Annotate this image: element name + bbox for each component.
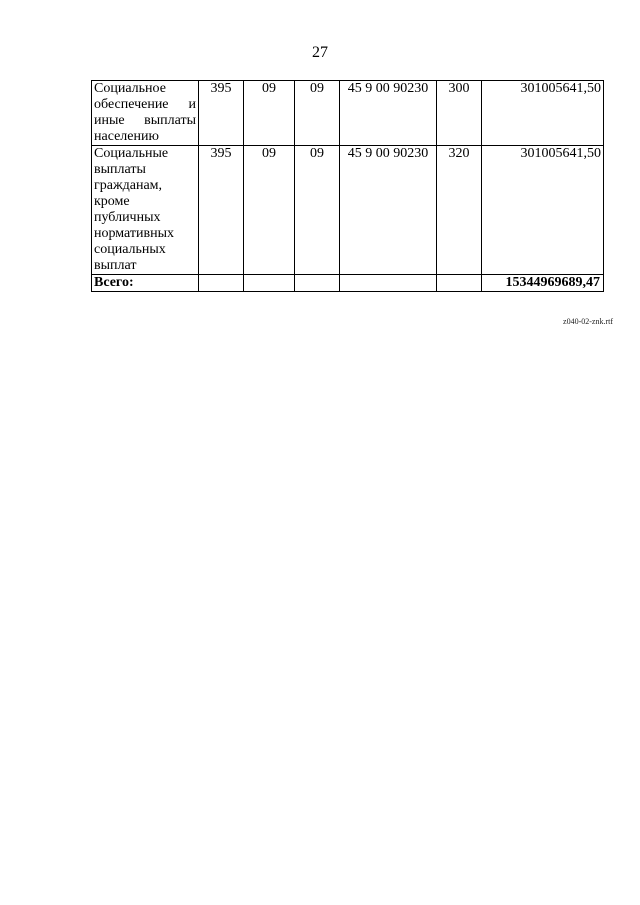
total-label: Всего: [92, 275, 199, 292]
row-name: Социальное обеспечение и иные выплаты населению [92, 81, 199, 146]
ministry-code: 395 [199, 146, 244, 275]
amount-cell: 301005641,50 [482, 81, 604, 146]
table-row [92, 81, 604, 146]
document-code: z040-02-znk.rtf [563, 317, 613, 326]
table-row [92, 146, 604, 275]
target-article-code: 45 9 00 90230 [340, 146, 437, 275]
budget-table [91, 80, 604, 292]
empty-cell [437, 275, 482, 292]
expense-type-code: 320 [437, 146, 482, 275]
amount-cell: 301005641,50 [482, 146, 604, 275]
section-code: 09 [244, 146, 295, 275]
empty-cell [340, 275, 437, 292]
empty-cell [295, 275, 340, 292]
target-article-code: 45 9 00 90230 [340, 81, 437, 146]
page-number: 27 [312, 44, 328, 61]
total-row [92, 275, 604, 292]
subsection-code: 09 [295, 81, 340, 146]
ministry-code: 395 [199, 81, 244, 146]
section-code: 09 [244, 81, 295, 146]
empty-cell [199, 275, 244, 292]
empty-cell [244, 275, 295, 292]
expense-type-code: 300 [437, 81, 482, 146]
row-name: Социальные выплаты гражданам, кроме публичных нормативных социальных выплат [92, 146, 199, 275]
subsection-code: 09 [295, 146, 340, 275]
total-amount: 15344969689,47 [482, 275, 604, 292]
